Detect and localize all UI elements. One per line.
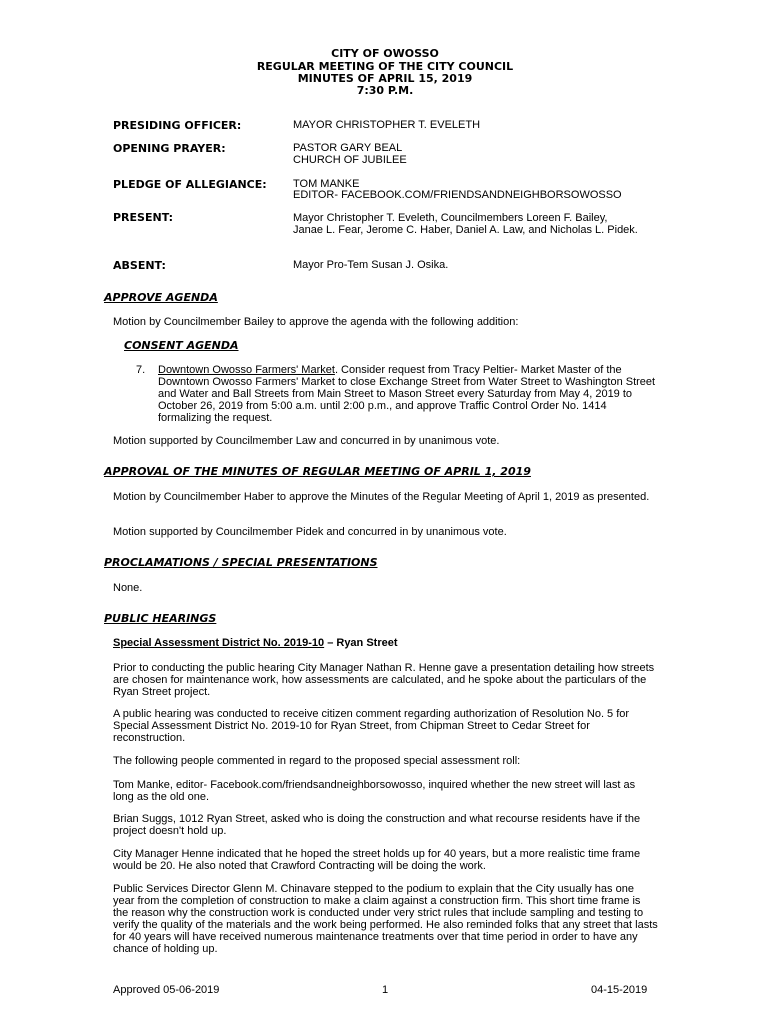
public-hearings-heading: PUBLIC HEARINGS — [104, 612, 217, 625]
consent-agenda-heading: CONSENT AGENDA — [124, 339, 239, 352]
approve-agenda-motion: Motion by Councilmember Bailey to approve the agenda with the following addition: — [113, 316, 519, 328]
minutes-approval-heading: APPROVAL OF THE MINUTES OF REGULAR MEETING OF APRIL 1, 2019 — [104, 465, 531, 478]
city-title: CITY OF OWOSSO — [331, 47, 439, 60]
hearing-paragraph-2: A public hearing was conducted to receive citizen comment regarding authorization of Resolution No. 5 for Special Assessment District No. 2019-10 for Ryan Street, from Chipman Street to Cedar Street for reconstruction. — [113, 708, 630, 744]
presiding-officer-label: PRESIDING OFFICER: — [113, 119, 242, 132]
approve-agenda-heading: APPROVE AGENDA — [104, 291, 218, 304]
hearing-district-number: Special Assessment District No. 2019-10 — [113, 637, 325, 649]
proclamations-text: None. — [113, 582, 143, 594]
hearing-paragraph-7: Public Services Director Glenn M. Chinavare stepped to the podium to explain that the City usually has one year from the completion of construction to make a claim against a construction firm. This short time frame is the reason why the construction work is conducted under very strict rules that include sampling and testing to verify the quality of the materials and the work being performed. He also reminded folks that any street that lasts for 40 years will have received numerous maintenance treatments over that time period in order to have any chance of holding up. — [113, 883, 658, 955]
present-value: Mayor Christopher T. Eveleth, Councilmembers Loreen F. Bailey, Janae L. Fear, Jerome C. Haber, Daniel A. Law, and Nicholas L. Pidek. — [293, 212, 638, 236]
hearing-paragraph-4: Tom Manke, editor- Facebook.com/friendsandneighborsowosso, inquired whether the new street will last as long as the old one. — [113, 779, 636, 803]
hearing-paragraph-3: The following people commented in regard to the proposed special assessment roll: — [113, 755, 521, 767]
proclamations-heading: PROCLAMATIONS / SPECIAL PRESENTATIONS — [104, 556, 378, 569]
present-label: PRESENT: — [113, 211, 173, 224]
consent-item-body: . Consider request from Tracy Peltier- Market Master of the Downtown Owosso Farmers' Market to close Exchange Street from Water Street to Washington Street and Water and Ball Streets from Main Street to Mason Street every Saturday from May 4, 2019 to October 26, 2019 from 5:00 a.m. until 2:00 p.m., and approve Traffic Control Order No. 1414 formalizing the request. — [158, 364, 656, 424]
hearing-paragraph-6: City Manager Henne indicated that he hoped the street holds up for 40 years, but a more realistic time frame would be 20. He also noted that Crawford Contracting will be doing the work. — [113, 848, 641, 872]
meeting-time: 7:30 P.M. — [356, 84, 414, 97]
approve-agenda-support: Motion supported by Councilmember Law and concurred in by unanimous vote. — [113, 435, 500, 447]
hearing-paragraph-5: Brian Suggs, 1012 Ryan Street, asked who is doing the construction and what recourse residents have if the project doesn't hold up. — [113, 813, 641, 837]
minutes-date-title: MINUTES OF APRIL 15, 2019 — [297, 72, 473, 85]
hearing-subheading — [113, 638, 398, 649]
presiding-officer-value: MAYOR CHRISTOPHER T. EVELETH — [293, 119, 481, 131]
minutes-approval-support: Motion supported by Councilmember Pidek and concurred in by unanimous vote. — [113, 526, 507, 538]
meeting-title: REGULAR MEETING OF THE CITY COUNCIL — [256, 60, 514, 73]
absent-value: Mayor Pro-Tem Susan J. Osika. — [293, 259, 449, 271]
consent-item-text — [158, 364, 658, 424]
opening-prayer-church: CHURCH OF JUBILEE — [293, 154, 407, 166]
consent-item-title: Downtown Owosso Farmers' Market — [158, 364, 335, 376]
absent-label: ABSENT: — [113, 259, 166, 272]
minutes-approval-motion: Motion by Councilmember Haber to approve the Minutes of the Regular Meeting of April 1, 2019 as presented. — [113, 491, 650, 503]
consent-item-number: 7. — [136, 364, 146, 376]
hearing-paragraph-1: Prior to conducting the public hearing City Manager Nathan R. Henne gave a presentation detailing how streets are chosen for maintenance work, how assessments are calculated, and he spoke about the particulars of the Ryan Street project. — [113, 662, 655, 698]
pledge-value: TOM MANKE — [293, 178, 360, 190]
footer-page-number: 1 — [382, 984, 389, 996]
opening-prayer-value: PASTOR GARY BEAL — [293, 142, 403, 154]
pledge-affiliation: EDITOR- FACEBOOK.COM/FRIENDSANDNEIGHBORSOWOSSO — [293, 189, 622, 201]
footer-approved: Approved 05-06-2019 — [113, 984, 220, 996]
hearing-street-name: – Ryan Street — [324, 637, 398, 649]
pledge-label: PLEDGE OF ALLEGIANCE: — [113, 178, 267, 191]
footer-meeting-date: 04-15-2019 — [591, 984, 648, 996]
opening-prayer-label: OPENING PRAYER: — [113, 142, 226, 155]
